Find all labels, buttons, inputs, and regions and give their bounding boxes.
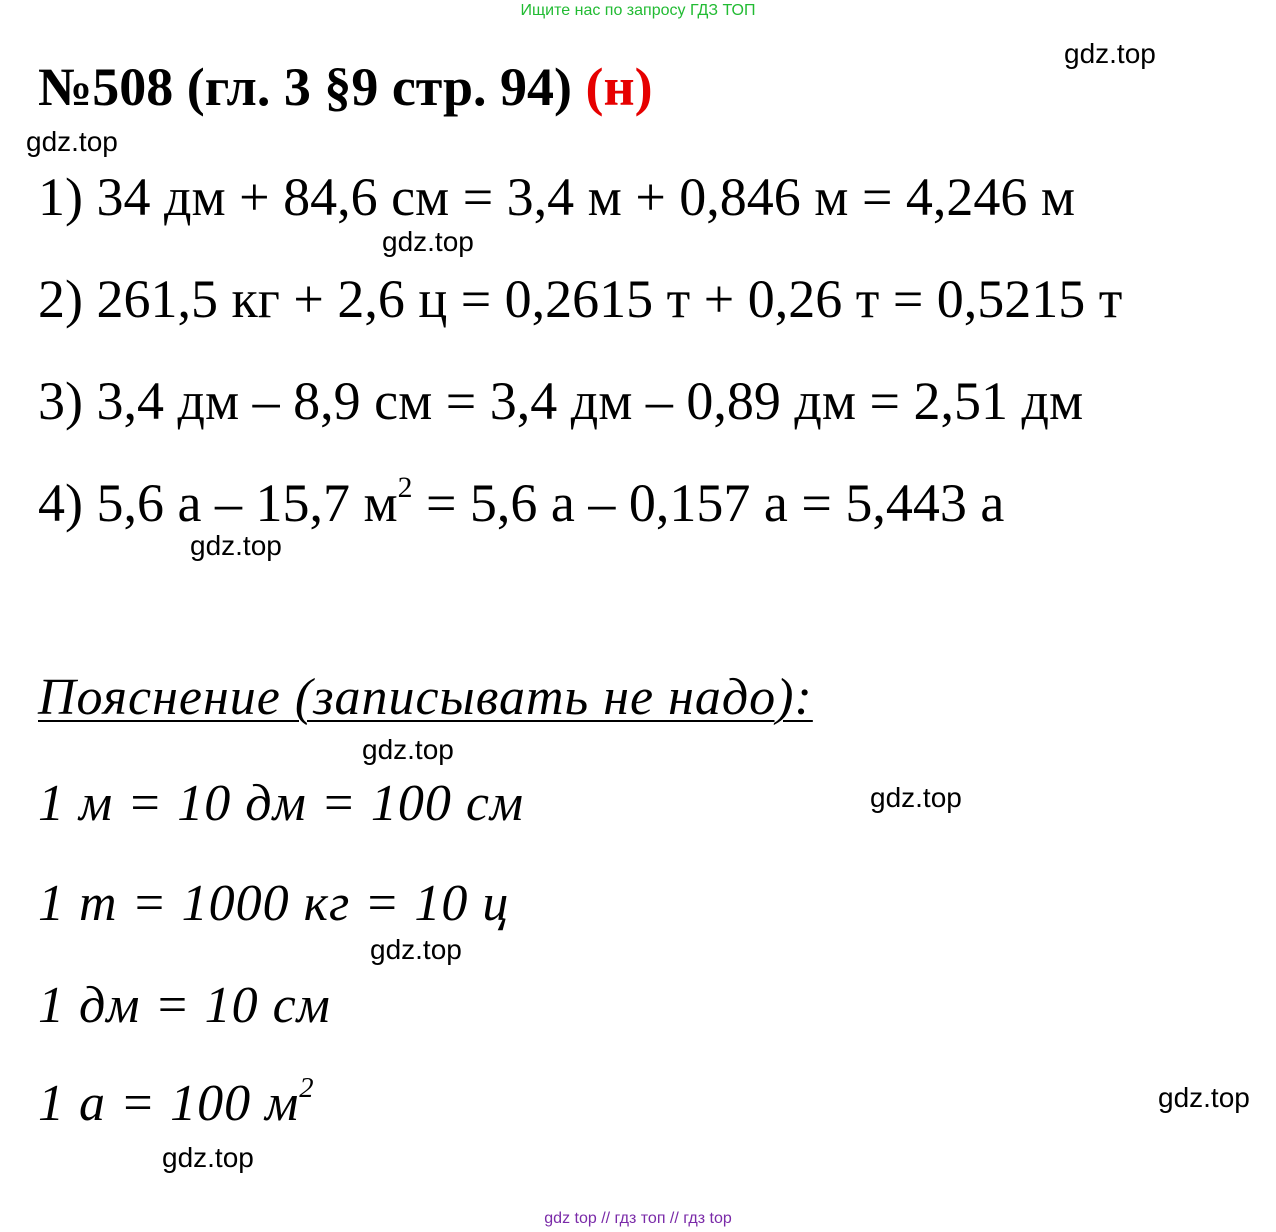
title-main: №508 (гл. 3 §9 стр. 94) <box>38 57 572 117</box>
watermark: gdz.top <box>370 934 462 965</box>
equation-4-exponent: 2 <box>397 472 413 505</box>
equation-4 <box>38 472 1005 533</box>
explanation-line-1: 1 м = 10 дм = 100 см <box>38 775 525 832</box>
equation-4-end: = 5,6 а – 0,157 а = 5,443 а <box>412 473 1005 533</box>
watermark: gdz.top <box>162 1142 254 1173</box>
watermark: gdz.top <box>382 226 474 257</box>
equation-2: 2) 261,5 кг + 2,6 ц = 0,2615 т + 0,26 т = 0,5215 т <box>38 269 1123 329</box>
watermark: gdz.top <box>190 530 282 561</box>
equation-3: 3) 3,4 дм – 8,9 см = 3,4 дм – 0,89 дм = 2,51 дм <box>38 371 1084 431</box>
explanation-heading: Пояснение (записывать не надо): <box>38 669 813 726</box>
watermark: gdz.top <box>1158 1082 1250 1113</box>
watermark: gdz.top <box>1064 38 1156 69</box>
explanation-line-3: 1 дм = 10 см <box>38 977 331 1034</box>
page-title <box>38 57 653 117</box>
watermark: gdz.top <box>870 782 962 813</box>
explanation-line-2: 1 т = 1000 кг = 10 ц <box>38 875 510 932</box>
explanation-line-4 <box>38 1073 315 1132</box>
watermark: gdz.top <box>362 734 454 765</box>
equation-1: 1) 34 дм + 84,6 см = 3,4 м + 0,846 м = 4,246 м <box>38 167 1076 227</box>
title-tag: (н) <box>585 57 653 117</box>
explanation-line-4-start: 1 а = 100 м <box>38 1075 300 1132</box>
equation-4-start: 4) 5,6 а – 15,7 м <box>38 473 398 533</box>
watermark: gdz.top <box>26 126 118 157</box>
search-banner: Ищите нас по запросу ГДЗ ТОП <box>520 2 756 19</box>
explanation-line-4-exponent: 2 <box>299 1073 315 1105</box>
footer-links: gdz top // гдз топ // гдз top <box>544 1210 732 1227</box>
